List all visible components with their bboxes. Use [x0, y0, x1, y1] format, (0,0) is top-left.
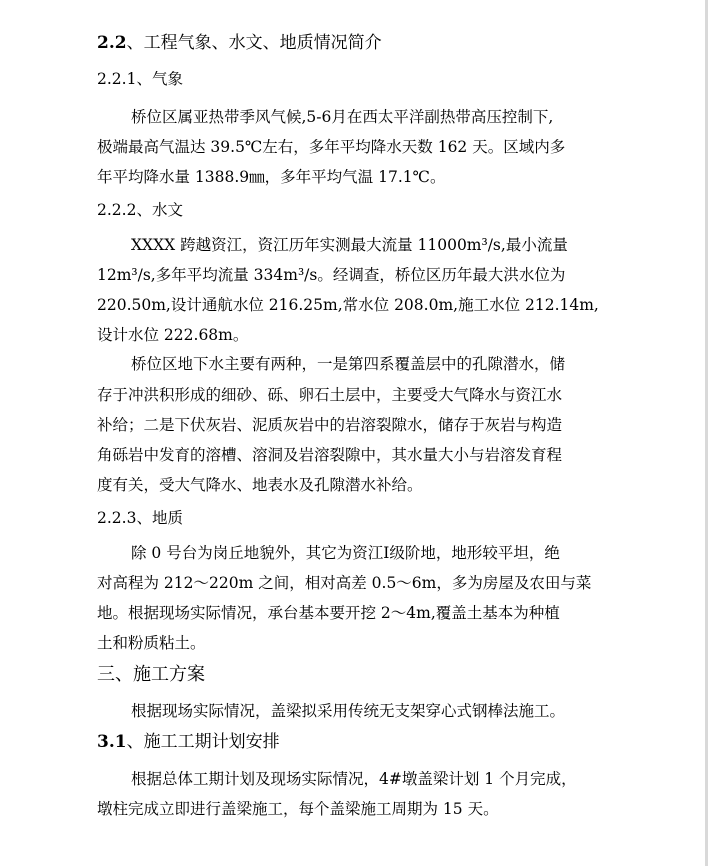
section-3-heading: 三、施工方案 — [97, 664, 205, 685]
section-2-2-number: 2.2 — [97, 33, 127, 53]
section-2-2-2-heading: 2.2.2、水文 — [97, 201, 183, 219]
hydrology-p2-line-5: 度有关，受大气降水、地表水及孔隙潜水补给。 — [97, 476, 423, 494]
section-2-2-1-heading: 2.2.1、气象 — [97, 70, 183, 88]
weather-line-1: 桥位区属亚热带季风气候,5-6月在西太平洋副热带高压控制下, — [131, 108, 554, 126]
section-3-line: 根据现场实际情况，盖梁拟采用传统无支架穿心式钢棒法施工。 — [131, 702, 566, 720]
schedule-line-2: 墩柱完成立即进行盖梁施工，每个盖梁施工周期为 15 天。 — [97, 800, 499, 818]
hydrology-p2-line-3: 补给；二是下伏灰岩、泥质灰岩中的岩溶裂隙水，储存于灰岩与构造 — [97, 416, 563, 434]
hydrology-p2-line-1: 桥位区地下水主要有两种，一是第四系覆盖层中的孔隙潜水，储 — [131, 355, 566, 373]
geology-line-2: 对高程为 212～220m 之间，相对高差 0.5～6m，多为房屋及农田与菜 — [97, 574, 592, 592]
hydrology-p1-line-1: XXXX 跨越资江，资江历年实测最大流量 11000m³/s,最小流量 — [131, 236, 568, 254]
section-3-1-title: 、施工工期计划安排 — [126, 732, 280, 752]
section-3-1-number: 3.1 — [97, 732, 127, 752]
geology-line-3: 地。根据现场实际情况，承台基本要开挖 2～4m,覆盖土基本为种植 — [97, 604, 560, 622]
weather-line-2: 极端最高气温达 39.5℃左右，多年平均降水天数 162 天。区域内多 — [97, 138, 566, 156]
geology-line-1: 除 0 号台为岗丘地貌外，其它为资江Ⅰ级阶地，地形较平坦，绝 — [131, 544, 560, 562]
section-3-1-heading — [97, 731, 280, 753]
hydrology-p1-line-4: 设计水位 222.68m。 — [97, 326, 249, 344]
section-2-2-title: 、工程气象、水文、地质情况简介 — [126, 33, 382, 53]
hydrology-p2-line-2: 存于冲洪积形成的细砂、砾、卵石土层中，主要受大气降水与资江水 — [97, 386, 563, 404]
hydrology-p2-line-4: 角砾岩中发育的溶槽、溶洞及岩溶裂隙中，其水量大小与岩溶发育程 — [97, 446, 563, 464]
schedule-line-1: 根据总体工期计划及现场实际情况，4#墩盖梁计划 1 个月完成， — [131, 770, 577, 788]
section-2-2-3-heading: 2.2.3、地质 — [97, 509, 183, 527]
weather-line-3: 年平均降水量 1388.9㎜，多年平均气温 17.1℃。 — [97, 168, 446, 186]
geology-line-4: 土和粉质粘土。 — [97, 634, 206, 652]
section-2-2-heading — [97, 32, 382, 54]
hydrology-p1-line-2: 12m³/s,多年平均流量 334m³/s。经调查，桥位区历年最大洪水位为 — [97, 266, 566, 284]
hydrology-p1-line-3: 220.50m,设计通航水位 216.25m,常水位 208.0m,施工水位 212.14m, — [97, 296, 599, 314]
